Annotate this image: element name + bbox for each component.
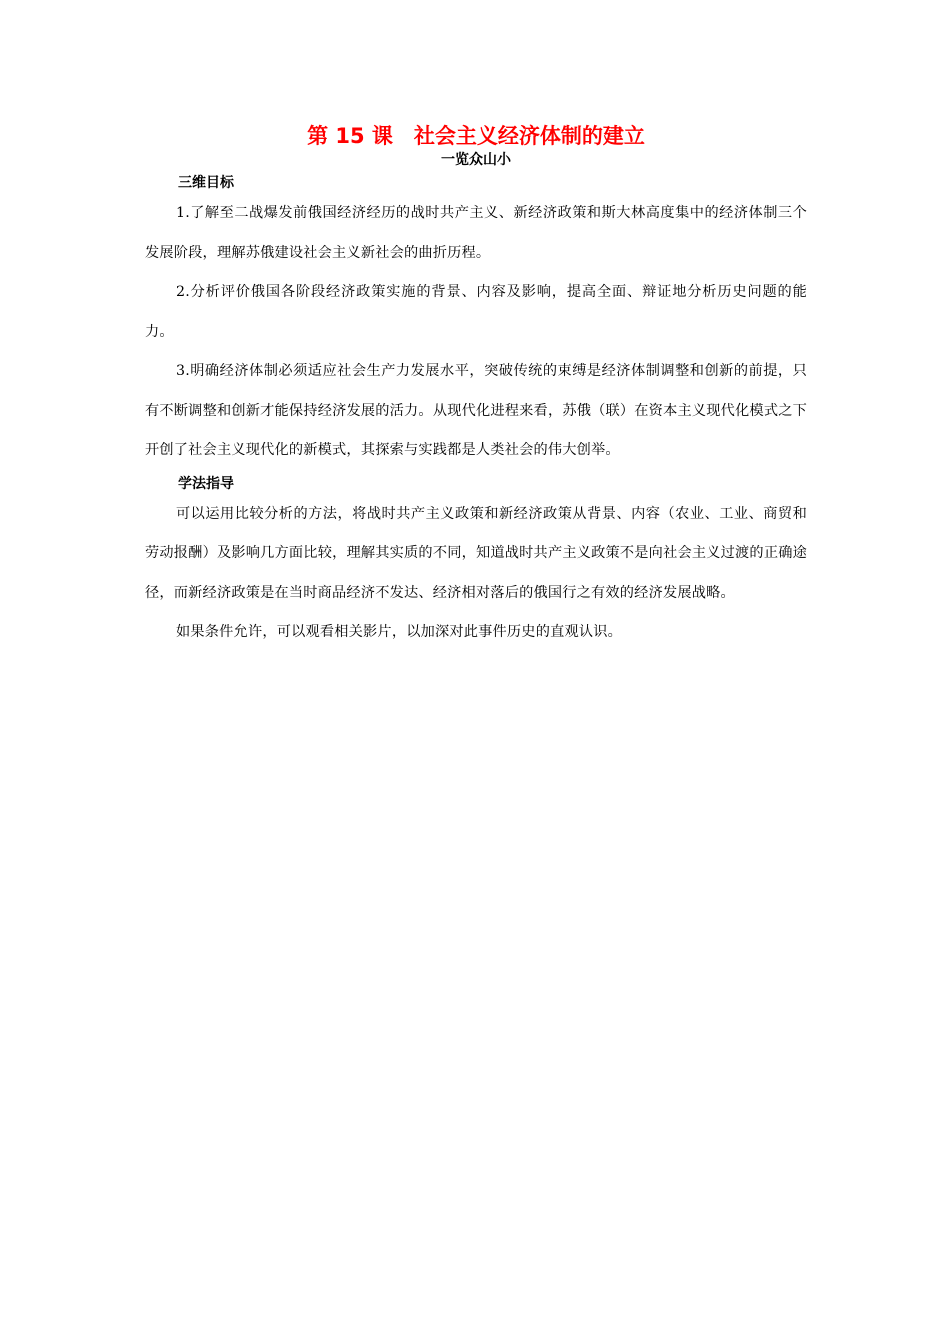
method-paragraph-1: 可以运用比较分析的方法，将战时共产主义政策和新经济政策从背景、内容（农业、工业、商贸和劳动报酬）及影响几方面比较，理解其实质的不同，知道战时共产主义政策不是向社会主义过渡的正确途径，而新经济政策是在当时商品经济不发达、经济相对落后的俄国行之有效的经济发展战略。 (145, 505, 807, 601)
section-heading-objectives: 三维目标 (178, 175, 234, 191)
page-title: 第 15 课 社会主义经济体制的建立 (307, 124, 645, 148)
objective-paragraph-3: 3.明确经济体制必须适应社会生产力发展水平，突破传统的束缚是经济体制调整和创新的前提，只有不断调整和创新才能保持经济发展的活力。从现代化进程来看，苏俄（联）在资本主义现代化模式之下开创了社会主义现代化的新模式，其探索与实践都是人类社会的伟大创举。 (145, 363, 807, 458)
page-subtitle: 一览众山小 (441, 152, 511, 168)
objective-paragraph-2: 2.分析评价俄国各阶段经济政策实施的背景、内容及影响，提高全面、辩证地分析历史问题的能力。 (145, 284, 807, 340)
section-study-method (145, 473, 807, 653)
objective-paragraph-1: 1.了解至二战爆发前俄国经济经历的战时共产主义、新经济政策和斯大林高度集中的经济体制三个发展阶段，理解苏俄建设社会主义新社会的曲折历程。 (145, 205, 807, 261)
section-heading-study-method: 学法指导 (178, 475, 234, 492)
document-content (145, 118, 807, 653)
method-paragraph-2: 如果条件允许，可以观看相关影片，以加深对此事件历史的直观认识。 (176, 624, 623, 640)
section-objectives (145, 172, 807, 471)
